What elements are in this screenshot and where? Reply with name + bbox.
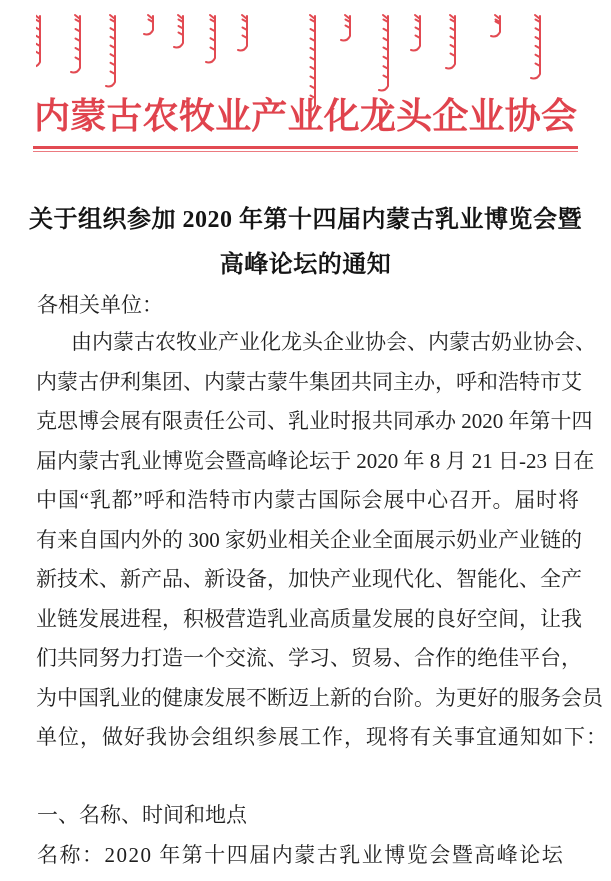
section-1 xyxy=(37,795,580,875)
body-line: 克思博会展有限责任公司、乳业时报共同承办 2020 年第十四 xyxy=(36,409,593,433)
notice-body xyxy=(36,323,608,758)
letterhead-org-name: 内蒙古农牧业产业化龙头企业协会 xyxy=(34,96,577,136)
section-1-heading: 一、名称、时间和地点 xyxy=(37,803,247,827)
body-line: 新技术、新产品、新设备，加快产业现代化、智能化、全产 xyxy=(36,567,582,591)
body-line: 业链发展进程，积极营造乳业高质量发展的良好空间，让我 xyxy=(36,606,582,631)
body-line: 单位，做好我协会组织参展工作，现将有关事宜通知如下： xyxy=(36,725,608,749)
body-line: 由内蒙古农牧业产业化龙头企业协会、内蒙古奶业协会、 xyxy=(71,330,596,354)
notice-title-line-2: 高峰论坛的通知 xyxy=(219,252,392,278)
body-line: 中国“乳都”呼和浩特市内蒙古国际会展中心召开。届时将 xyxy=(36,488,579,512)
body-line: 届内蒙古乳业博览会暨高峰论坛于 2020 年 8 月 21 日-23 日在 xyxy=(36,448,595,473)
body-line: 有来自国内外的 300 家奶业相关企业全面展示奶业产业链的 xyxy=(36,527,582,552)
body-line: 内蒙古伊利集团、内蒙古蒙牛集团共同主办，呼和浩特市艾 xyxy=(36,369,582,394)
notice-title-line-1: 关于组织参加 2020 年第十四届内蒙古乳业博览会暨 xyxy=(29,207,582,233)
body-line: 们共同努力打造一个交流、学习、贸易、合作的绝佳平台， xyxy=(36,646,582,670)
salutation: 各相关单位： xyxy=(37,293,163,317)
section-1-name-line: 名称：2020 年第十四届内蒙古乳业博览会暨高峰论坛 xyxy=(37,843,565,867)
notice-title xyxy=(0,198,611,288)
letterhead-divider xyxy=(33,146,578,152)
body-line: 为中国乳业的健康发展不断迈上新的台阶。为更好的服务会员 xyxy=(36,685,603,710)
